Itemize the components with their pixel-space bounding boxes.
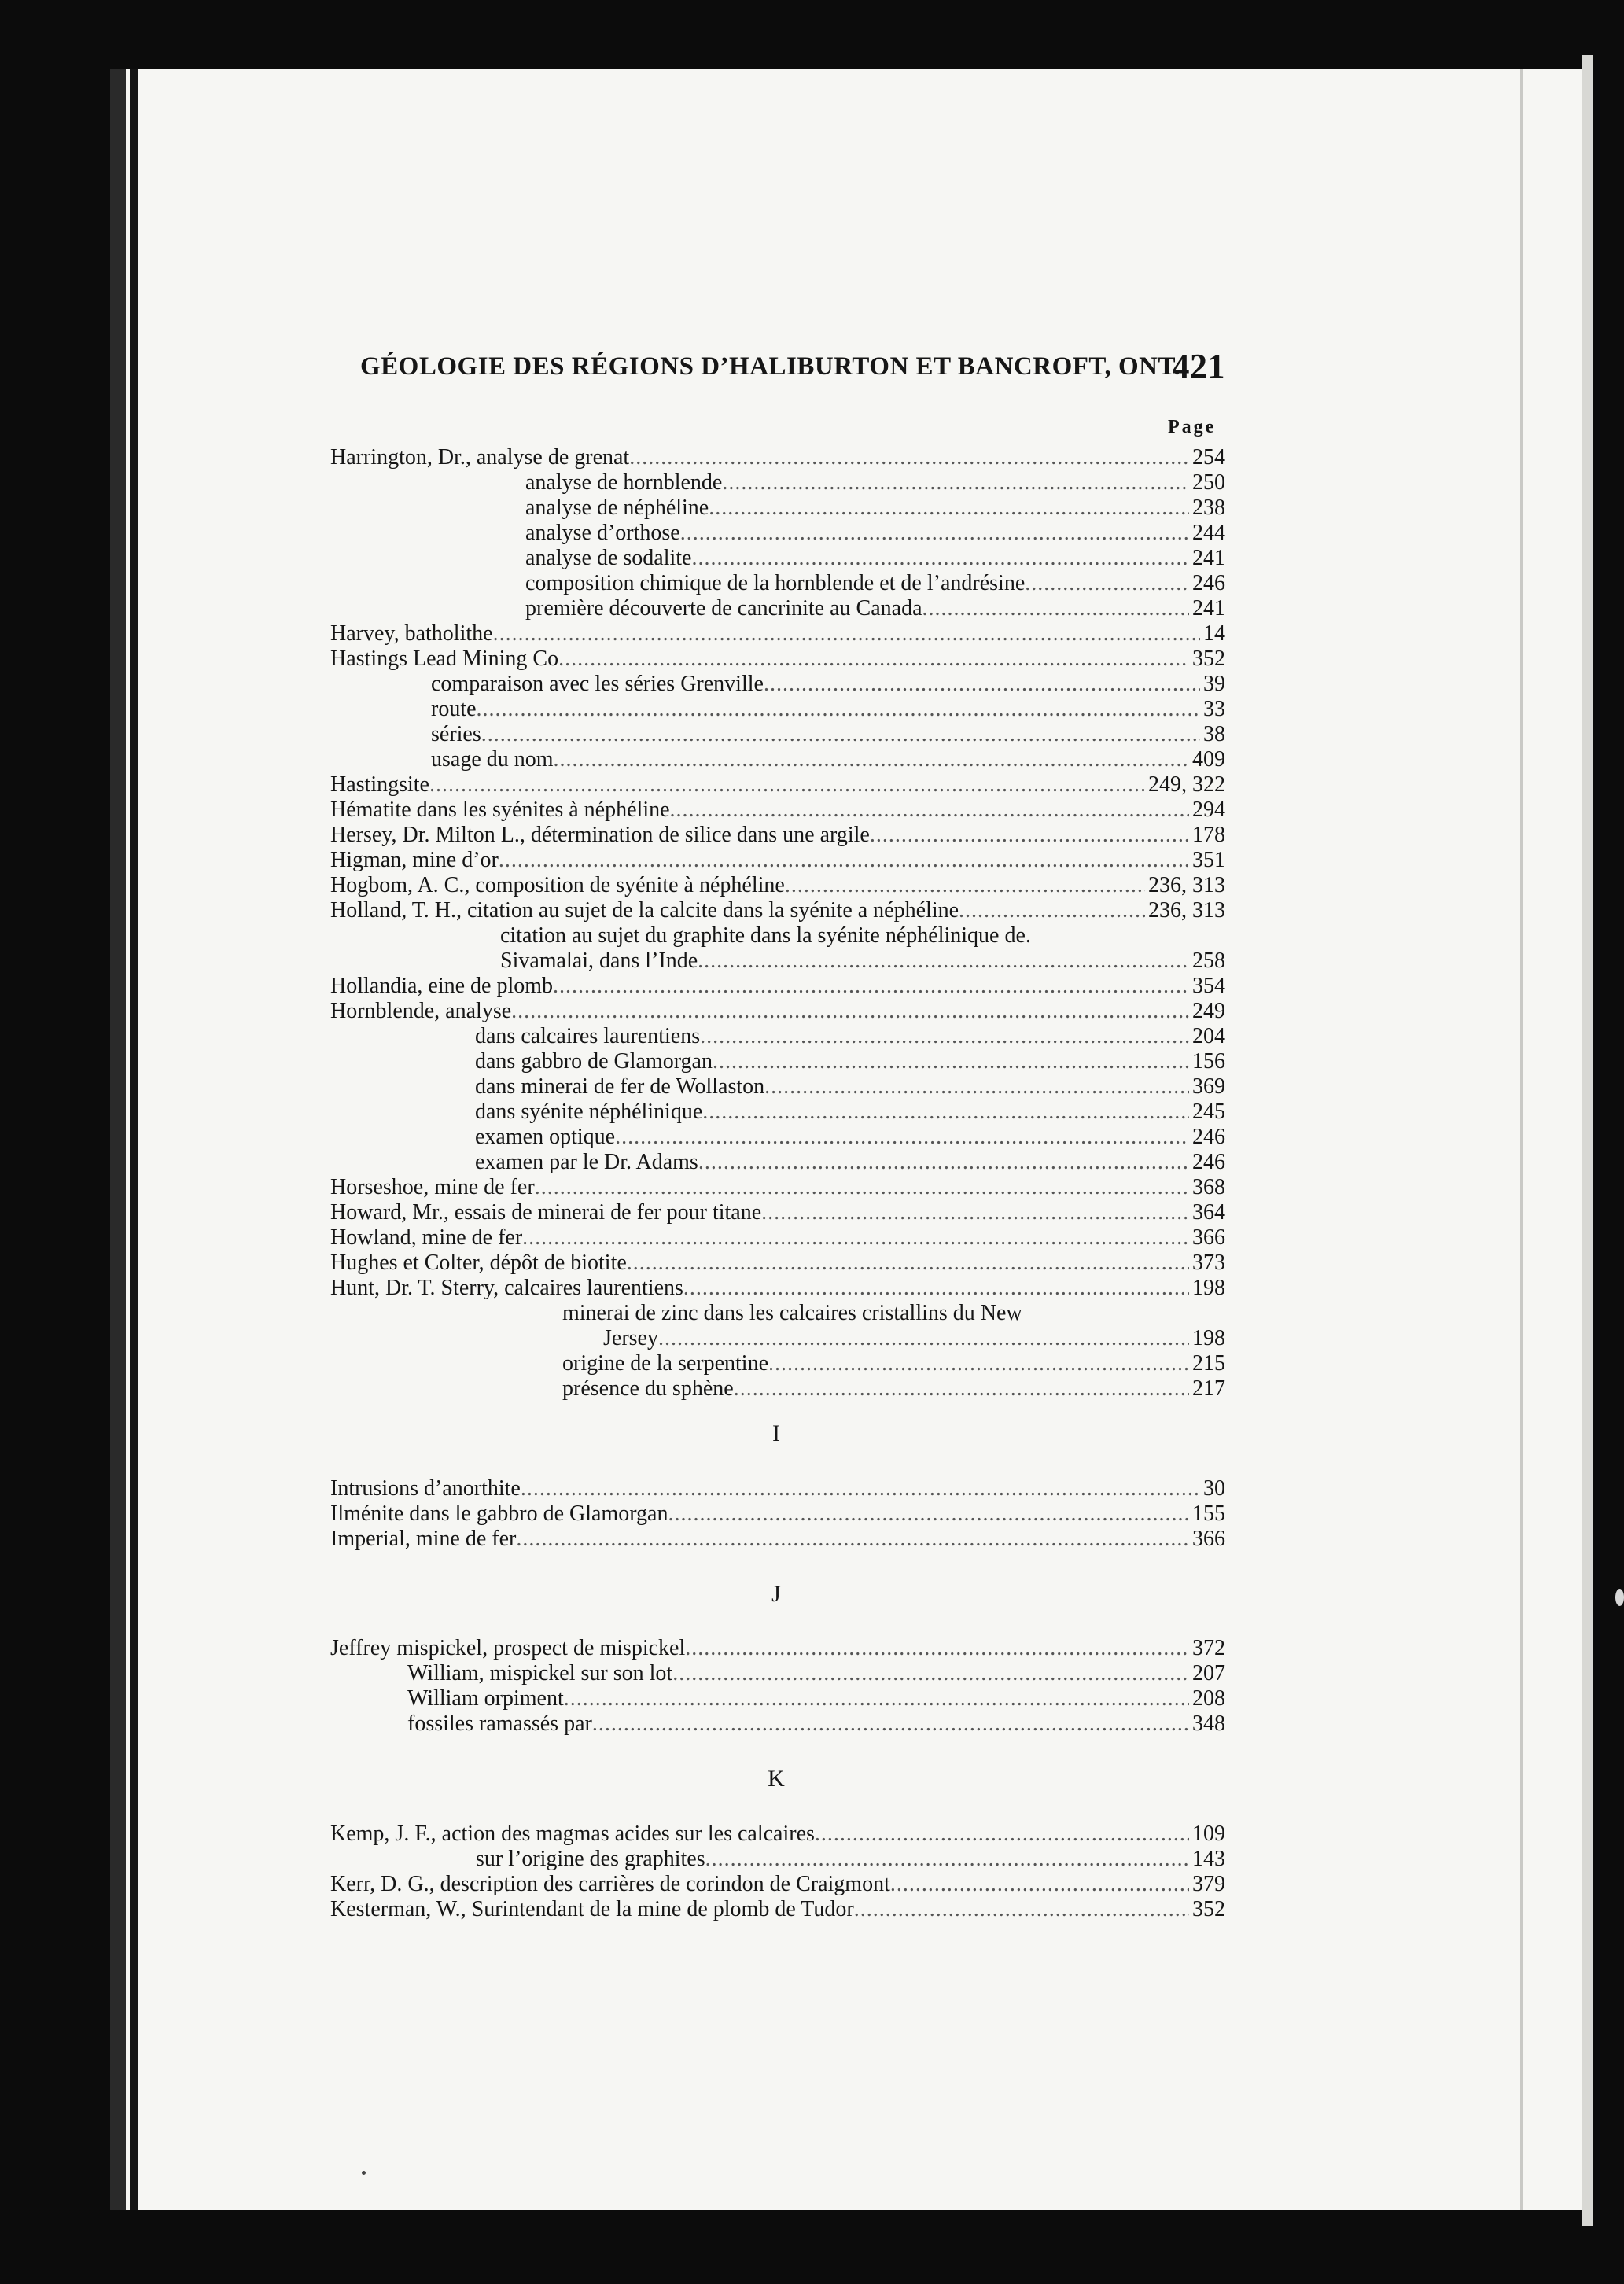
- entry-heading: route: [431, 697, 477, 721]
- index-entry: [562, 1351, 1225, 1376]
- index-entry: [431, 747, 1225, 772]
- index-entry: [330, 1501, 1225, 1526]
- entry-heading: première découverte de cancrinite au Canada: [525, 596, 922, 621]
- entry-heading: Hunt, Dr. T. Sterry, calcaires laurentiens: [330, 1276, 683, 1300]
- entry-pages: 217: [1192, 1376, 1225, 1401]
- dot-leader: [785, 873, 1145, 897]
- entry-pages: 366: [1192, 1225, 1225, 1250]
- index-entry: [330, 621, 1225, 646]
- dot-leader: [705, 1847, 1189, 1871]
- index-entry: [475, 1100, 1225, 1124]
- entry-heading: Imperial, mine de fer: [330, 1527, 517, 1551]
- entry-heading: sur l’origine des graphites: [476, 1847, 705, 1871]
- index-entry: [407, 1661, 1225, 1685]
- entry-pages: 372: [1192, 1636, 1225, 1660]
- scanner-mark: [1615, 1589, 1624, 1606]
- index-entry: [407, 1711, 1225, 1736]
- dot-leader: [870, 823, 1189, 847]
- entry-pages: 207: [1192, 1661, 1225, 1685]
- entry-pages: 30: [1203, 1476, 1225, 1501]
- entry-pages: 364: [1192, 1200, 1225, 1225]
- entry-heading: dans calcaires laurentiens: [475, 1024, 701, 1048]
- running-head: [360, 347, 1233, 385]
- index-entry: [330, 1276, 1225, 1300]
- entry-heading: Hastings Lead Mining Co: [330, 647, 559, 671]
- entry-pages: 14: [1203, 621, 1225, 646]
- entry-pages: 38: [1203, 722, 1225, 746]
- dot-leader: [629, 445, 1189, 470]
- index-entry: [330, 1822, 1225, 1846]
- entry-pages: 236, 313: [1148, 898, 1225, 923]
- index-entry: [407, 1686, 1225, 1711]
- entry-pages: 204: [1192, 1024, 1225, 1048]
- index-entry: [330, 1251, 1225, 1275]
- dot-leader: [481, 722, 1200, 746]
- section-letter: I: [772, 1420, 780, 1446]
- index-entry: [330, 1476, 1225, 1501]
- index-entry: [330, 1897, 1225, 1921]
- dot-leader: [516, 1527, 1189, 1551]
- dot-leader: [713, 1049, 1189, 1074]
- entry-pages: 178: [1192, 823, 1225, 847]
- dot-leader: [670, 798, 1189, 822]
- entry-heading: Ilménite dans le gabbro de Glamorgan: [330, 1501, 668, 1526]
- binding-rule: [130, 69, 138, 2210]
- dot-leader: [959, 898, 1145, 923]
- index-entry: [330, 873, 1225, 897]
- dot-leader: [511, 999, 1189, 1023]
- index-entry: [525, 470, 1225, 495]
- index-entry: [431, 722, 1225, 746]
- entry-heading: examen optique: [475, 1125, 616, 1149]
- entry-heading: comparaison avec les séries Grenville: [431, 672, 764, 696]
- entry-heading: Hastingsite: [330, 772, 429, 797]
- index-entry: [330, 798, 1225, 822]
- entry-heading: Holland, T. H., citation au sujet de la calcite dans la syénite a néphéline: [330, 898, 959, 923]
- entry-pages: 352: [1192, 1897, 1225, 1921]
- entry-heading: usage du nom: [431, 747, 554, 772]
- entry-pages: 215: [1192, 1351, 1225, 1376]
- entry-pages: 246: [1192, 1150, 1225, 1174]
- entry-pages: 245: [1192, 1100, 1225, 1124]
- entry-heading: Jeffrey mispickel, prospect de mispickel: [330, 1636, 686, 1660]
- entry-pages: 250: [1192, 470, 1225, 495]
- section-letter: K: [768, 1766, 785, 1792]
- entry-pages: 249, 322: [1148, 772, 1225, 797]
- dot-leader: [683, 1276, 1189, 1300]
- entry-heading: Hématite dans les syénites à néphéline: [330, 798, 670, 822]
- entry-pages: 198: [1192, 1276, 1225, 1300]
- index-entry: [475, 1074, 1225, 1099]
- entry-pages: 238: [1192, 495, 1225, 520]
- entry-pages: 155: [1192, 1501, 1225, 1526]
- dot-leader: [553, 974, 1189, 998]
- entry-pages: 354: [1192, 974, 1225, 998]
- dot-leader: [564, 1686, 1189, 1711]
- index-entry: [431, 697, 1225, 721]
- dot-leader: [702, 1100, 1189, 1124]
- entry-heading: dans gabbro de Glamorgan: [475, 1049, 713, 1074]
- entry-pages: 244: [1192, 521, 1225, 545]
- dot-leader: [672, 1661, 1189, 1685]
- entry-pages: 373: [1192, 1251, 1225, 1275]
- entry-pages: 208: [1192, 1686, 1225, 1711]
- entry-heading: composition chimique de la hornblende et de l’andrésine: [525, 571, 1026, 595]
- index-entry: [475, 1024, 1225, 1048]
- index-entry: [525, 521, 1225, 545]
- entry-heading: Kerr, D. G., description des carrières de corindon de Craigmont: [330, 1872, 890, 1896]
- index-entry: [330, 445, 1225, 470]
- entry-pages: 369: [1192, 1074, 1225, 1099]
- entry-pages: 249: [1192, 999, 1225, 1023]
- dot-leader: [658, 1326, 1189, 1350]
- dot-leader: [815, 1822, 1189, 1846]
- index-entry: [475, 1125, 1225, 1149]
- entry-heading: présence du sphène: [562, 1376, 734, 1401]
- entry-heading: Intrusions d’anorthite: [330, 1476, 521, 1501]
- index-entry: [476, 1847, 1225, 1871]
- entry-pages: 246: [1192, 1125, 1225, 1149]
- index-entry: [525, 596, 1225, 621]
- entry-pages: 366: [1192, 1527, 1225, 1551]
- index-entry: [330, 974, 1225, 998]
- entry-heading: Hersey, Dr. Milton L., détermination de silice dans une argile: [330, 823, 870, 847]
- dot-leader: [668, 1501, 1189, 1526]
- entry-heading: Harrington, Dr., analyse de grenat: [330, 445, 630, 470]
- page-edge: [1582, 55, 1593, 2226]
- dot-leader: [493, 621, 1200, 646]
- entry-pages: 352: [1192, 647, 1225, 671]
- entry-heading: citation au sujet du graphite dans la syénite néphélinique de.: [500, 923, 1031, 948]
- dot-leader: [768, 1351, 1189, 1376]
- entry-heading: dans minerai de fer de Wollaston: [475, 1074, 765, 1099]
- index-entry: [330, 898, 1225, 923]
- index-entry: [562, 1376, 1225, 1401]
- dot-leader: [764, 672, 1200, 696]
- dot-leader: [1025, 571, 1189, 595]
- dot-leader: [535, 1175, 1189, 1199]
- index-entry: [500, 949, 1225, 973]
- entry-heading: dans syénite néphélinique: [475, 1100, 703, 1124]
- dot-leader: [499, 848, 1189, 872]
- entry-heading: Harvey, batholithe: [330, 621, 493, 646]
- entry-pages: 368: [1192, 1175, 1225, 1199]
- dot-leader: [734, 1376, 1189, 1401]
- dot-leader: [685, 1636, 1189, 1660]
- index-entry: [603, 1326, 1225, 1350]
- section-letter: J: [771, 1581, 781, 1607]
- index-entry: [431, 672, 1225, 696]
- entry-pages: 109: [1192, 1822, 1225, 1846]
- dot-leader: [522, 1225, 1189, 1250]
- index-entry: [562, 1301, 1225, 1325]
- entry-pages: 198: [1192, 1326, 1225, 1350]
- dot-leader: [761, 1200, 1189, 1225]
- index-entry: [475, 1150, 1225, 1174]
- entry-pages: 254: [1192, 445, 1225, 470]
- dot-leader: [764, 1074, 1189, 1099]
- entry-heading: Hollandia, eine de plomb: [330, 974, 554, 998]
- entry-heading: William, mispickel sur son lot: [407, 1661, 673, 1685]
- entry-heading: examen par le Dr. Adams: [475, 1150, 698, 1174]
- dot-leader: [429, 772, 1145, 797]
- dot-leader: [709, 495, 1189, 520]
- entry-heading: Sivamalai, dans l’Inde: [500, 949, 698, 973]
- entry-pages: 39: [1203, 672, 1225, 696]
- index-entry: [330, 1636, 1225, 1660]
- dot-leader: [680, 521, 1189, 545]
- dot-leader: [698, 949, 1189, 973]
- entry-pages: 348: [1192, 1711, 1225, 1736]
- entry-heading: Kemp, J. F., action des magmas acides sur les calcaires: [330, 1822, 815, 1846]
- dot-leader: [615, 1125, 1189, 1149]
- entry-heading: minerai de zinc dans les calcaires cristallins du New: [562, 1301, 1022, 1325]
- index-entry: [525, 571, 1225, 595]
- dot-leader: [627, 1251, 1189, 1275]
- entry-heading: fossiles ramassés par: [407, 1711, 592, 1736]
- index-entry: [330, 1872, 1225, 1896]
- entry-heading: analyse d’orthose: [525, 521, 680, 545]
- index-entry: [475, 1049, 1225, 1074]
- dot-leader: [521, 1476, 1200, 1501]
- entry-heading: Higman, mine d’or: [330, 848, 499, 872]
- index-entry: [330, 647, 1225, 671]
- index-entry: [330, 999, 1225, 1023]
- page-column-label: Page: [1168, 417, 1217, 437]
- entry-pages: 236, 313: [1148, 873, 1225, 897]
- index-entry: [330, 1225, 1225, 1250]
- dot-leader: [691, 546, 1189, 570]
- entry-heading: Hogbom, A. C., composition de syénite à néphéline: [330, 873, 785, 897]
- index-entry: [525, 546, 1225, 570]
- entry-heading: Horseshoe, mine de fer: [330, 1175, 535, 1199]
- dot-leader: [700, 1024, 1189, 1048]
- index-entry: [330, 823, 1225, 847]
- entry-heading: Kesterman, W., Surintendant de la mine de plomb de Tudor: [330, 1897, 854, 1921]
- dot-leader: [477, 697, 1200, 721]
- entry-heading: analyse de néphéline: [525, 495, 709, 520]
- entry-heading: origine de la serpentine: [562, 1351, 769, 1376]
- index-entry: [525, 495, 1225, 520]
- dot-leader: [922, 596, 1190, 621]
- entry-pages: 241: [1192, 596, 1225, 621]
- page-number: 421: [1172, 347, 1225, 385]
- entry-heading: Howard, Mr., essais de minerai de fer pour titane: [330, 1200, 762, 1225]
- entry-heading: analyse de sodalite: [525, 546, 692, 570]
- entry-heading: analyse de hornblende: [525, 470, 723, 495]
- entry-pages: 379: [1192, 1872, 1225, 1896]
- entry-heading: Jersey: [603, 1326, 658, 1350]
- entry-pages: 294: [1192, 798, 1225, 822]
- paper-speck: [362, 2171, 366, 2175]
- entry-pages: 351: [1192, 848, 1225, 872]
- entry-pages: 33: [1203, 697, 1225, 721]
- dot-leader: [890, 1872, 1189, 1896]
- index-entry: [500, 923, 1225, 948]
- index-entry: [330, 1527, 1225, 1551]
- entry-pages: 241: [1192, 546, 1225, 570]
- dot-leader: [592, 1711, 1189, 1736]
- dot-leader: [698, 1150, 1189, 1174]
- entry-pages: 246: [1192, 571, 1225, 595]
- entry-heading: séries: [431, 722, 481, 746]
- index-entry: [330, 1200, 1225, 1225]
- entry-pages: 156: [1192, 1049, 1225, 1074]
- entry-heading: Hornblende, analyse: [330, 999, 512, 1023]
- entry-pages: 258: [1192, 949, 1225, 973]
- dot-leader: [558, 647, 1189, 671]
- entry-heading: Howland, mine de fer: [330, 1225, 523, 1250]
- entry-pages: 409: [1192, 747, 1225, 772]
- dot-leader: [854, 1897, 1189, 1921]
- index-entry: [330, 772, 1225, 797]
- running-head-title: GÉOLOGIE DES RÉGIONS D’HALIBURTON ET BANCROFT, ONT.: [360, 352, 1181, 381]
- dot-leader: [722, 470, 1189, 495]
- index-entry: [330, 848, 1225, 872]
- entry-heading: Hughes et Colter, dépôt de biotite: [330, 1251, 627, 1275]
- entry-pages: 143: [1192, 1847, 1225, 1871]
- dot-leader: [554, 747, 1189, 772]
- page-fold-line: [1520, 69, 1523, 2210]
- entry-heading: William orpiment: [407, 1686, 564, 1711]
- index-entry: [330, 1175, 1225, 1199]
